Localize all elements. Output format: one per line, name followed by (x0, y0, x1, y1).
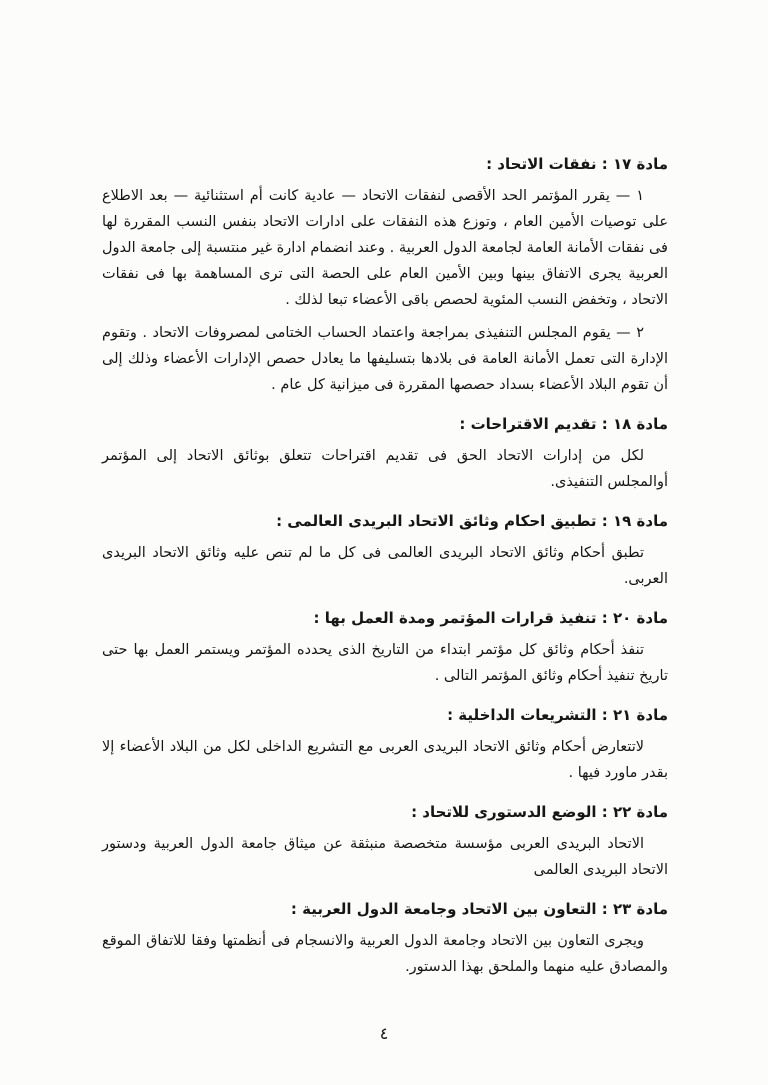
article-paragraph: ٢ — يقوم المجلس التنفيذى بمراجعة واعتماد الحساب الختامى لمصروفات الاتحاد . وتقوم الإدارة التى تعمل الأمانة العامة فى بلادها بتسليفها ما يعادل حصص الإدارات الأعضاء وذلك إلى أن تقوم البلاد الأعضاء بسداد حصصها المقررة فى ميزانية كل عام . (102, 325, 668, 393)
article-paragraph: ١ — يقرر المؤتمر الحد الأقصى لنفقات الاتحاد — عادية كانت أم استثنائية — بعد الاطلاع على توصيات الأمين العام ، وتوزع هذه النفقات على ادارات الاتحاد بنفس النسب المقررة لها فى نفقات الأمانة العامة لجامعة الدول العربية . وعند انضمام ادارة غير منتسبة إلى جامعة الدول العربية يجرى الاتفاق بينها وبين الأمين العام على الحصة التى ترى المساهمة بها فى نفقات الاتحاد ، وتخفض النسب المئوية لحصص باقى الأعضاء تبعا لذلك . (102, 188, 668, 308)
article-paragraph: لكل من إدارات الاتحاد الحق فى تقديم اقتراحات تتعلق بوثائق الاتحاد إلى المؤتمر أوالمجلس التنفيذى. (102, 448, 668, 490)
article-heading: مادة ٢٣ : التعاون بين الاتحاد وجامعة الدول العربية : (290, 900, 668, 918)
article-heading: مادة ٢٢ : الوضع الدستورى للاتحاد : (411, 803, 668, 821)
article-paragraph: تطبق أحكام وثائق الاتحاد البريدى العالمى فى كل ما لم تنص عليه وثائق الاتحاد البريدى العربى. (102, 545, 668, 587)
article-section-19 (102, 509, 668, 592)
page-number: ٤ (379, 1024, 389, 1043)
article-section-21 (102, 703, 668, 786)
article-section-23 (102, 897, 668, 980)
article-section-18 (102, 412, 668, 495)
article-heading: مادة ١٨ : تقديم الاقتراحات : (459, 415, 668, 433)
document-page (102, 138, 668, 987)
article-heading: مادة ٢١ : التشريعات الداخلية : (447, 706, 668, 724)
article-section-22 (102, 800, 668, 883)
article-section-17 (102, 152, 668, 398)
article-section-20 (102, 606, 668, 689)
article-paragraph: ويجرى التعاون بين الاتحاد وجامعة الدول العربية والانسجام فى أنظمتها وفقا للاتفاق الموقع والمصادق عليه منهما والملحق بهذا الدستور. (102, 933, 668, 975)
article-paragraph: الاتحاد البريدى العربى مؤسسة متخصصة منبثقة عن ميثاق جامعة الدول العربية ودستور الاتحاد البريدى العالمى (102, 836, 668, 878)
article-heading: مادة ١٩ : تطبيق احكام وثائق الاتحاد البريدى العالمى : (276, 512, 668, 530)
article-paragraph: لاتتعارض أحكام وثائق الاتحاد البريدى العربى مع التشريع الداخلى لكل من البلاد الأعضاء إلا بقدر ماورد فيها . (102, 739, 668, 781)
article-heading: مادة ٢٠ : تنفيذ قرارات المؤتمر ومدة العمل بها : (313, 609, 668, 627)
article-paragraph: تنفذ أحكام وثائق كل مؤتمر ابتداء من التاريخ الذى يحدده المؤتمر ويستمر العمل بها حتى تاريخ تنفيذ أحكام وثائق المؤتمر التالى . (102, 642, 668, 684)
article-heading: مادة ١٧ : نفقات الاتحاد : (486, 155, 668, 173)
